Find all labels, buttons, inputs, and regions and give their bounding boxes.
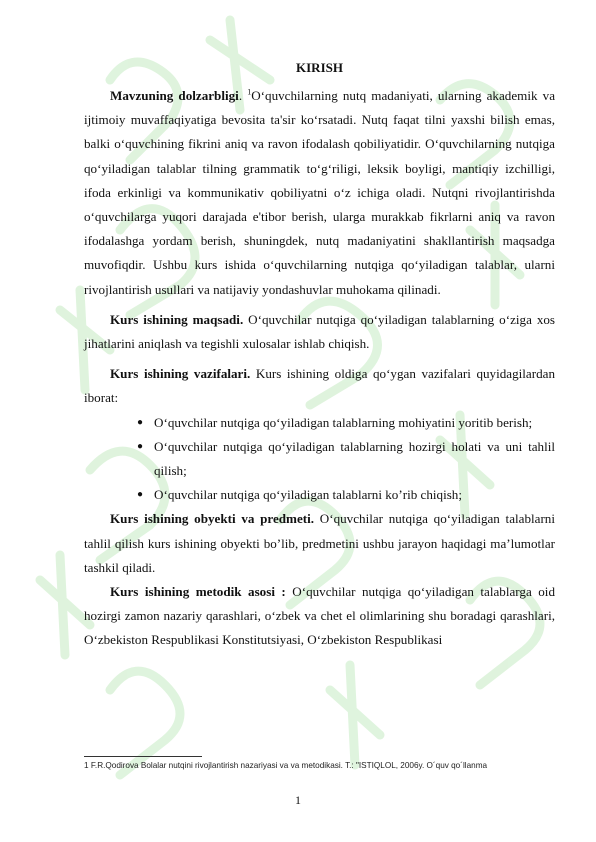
footnote-text: F.R.Qodirova Bolalar nutqini rivojlantirish nazariyasi va va metodikasi. T.: "ISTIQLOL, 2006y. O´quv qo´llanma [88,761,488,770]
goal-text: O‘quvchilar nutqiga qo‘yiladigan talablarning o‘ziga xos jihatlarini aniqlash va tegishli xulosalar ishlab chiqish. [84,311,556,352]
object-text: O‘quvchilar nutqiga qo‘yiladigan talablarni tahlil qilish kurs ishining obyekti bo’lib, predmetini ushbu jarayon haqidagi ma’lumotlar tashkil qiladi. [84,511,555,575]
main-content [84,58,555,653]
object-heading: Kurs ishining obyekti va predmeti. [110,511,315,527]
footnote-number: 1 [84,761,89,770]
paragraph-object [84,507,555,580]
footnote-divider [84,756,202,757]
relevance-separator: . [238,88,248,103]
page-number: 1 [295,793,301,807]
tasks-heading: Kurs ishining vazifalari. [110,366,251,382]
paragraph-method [84,580,555,653]
method-heading: Kurs ishining metodik asosi : [110,584,286,600]
footnote-reference[interactable]: 1 [247,87,252,97]
footnote [84,760,554,772]
method-text: O‘quvchilar nutqiga qo‘yiladigan talablarga oid hozirgi zamon nazariy qarashlari, o‘zbek va chet el olimlarining shu boradagi qarashlari, O‘zbekiston Respublikasi Konstitutsiyasi, O‘zbekiston Respublikasi [84,584,555,648]
tasks-intro: Kurs ishining oldiga qo‘ygan vazifalari quyidagilardan iborat: [84,366,555,406]
tasks-list [84,411,555,508]
page-title: KIRISH [296,60,343,75]
list-item: ● O‘quvchilar nutqiga qo‘yiladigan talablarning mohiyatini yoritib berish; [154,411,555,435]
paragraph-relevance [84,84,555,302]
relevance-text: O‘quvchilarning nutq madaniyati, ularning akademik va ijtimoiy muvaffaqiyatiga bevosita ta'sir ko‘rsatadi. Nutq faqat tilni yaxshi bilish emas, balki o‘quvchining fikrini aniq va ravon ifodalash qobiliyatidir. O‘quvchilarning nutqiga qo‘yiladigan talablar tilning grammatik to‘g‘riligi, leksik boyligi, mantiqiy izchilligi, ifoda erkinligi va kommunikativ qobiliyatni o‘z ichiga oladi. Nutqni rivojlantirishda o‘quvchilarga yuqori darajada e'tibor berish, ularga murakkab fikrlarni aniq va ravon ifodalashga yordam berish, shuningdek, nutq madaniyatini shakllantirish maqsadga muvofiqdir. Ushbu kurs ishida o‘quvchilarning nutqiga qo‘yiladigan talablar, ularni rivojlantirish usullari va natijaviy yondashuvlar muhokama qilinadi. [84,88,556,297]
list-item: ● O‘quvchilar nutqiga qo‘yiladigan talablarning hozirgi holati va uni tahlil qilish; [154,435,555,483]
goal-heading: Kurs ishining maqsadi. [110,311,244,327]
relevance-heading: Mavzuning dolzarbligi [110,88,239,103]
paragraph-goal [84,308,555,356]
paragraph-tasks [84,362,555,410]
list-item: ● O‘quvchilar nutqiga qo‘yiladigan talablarni ko’rib chiqish; [154,483,555,507]
